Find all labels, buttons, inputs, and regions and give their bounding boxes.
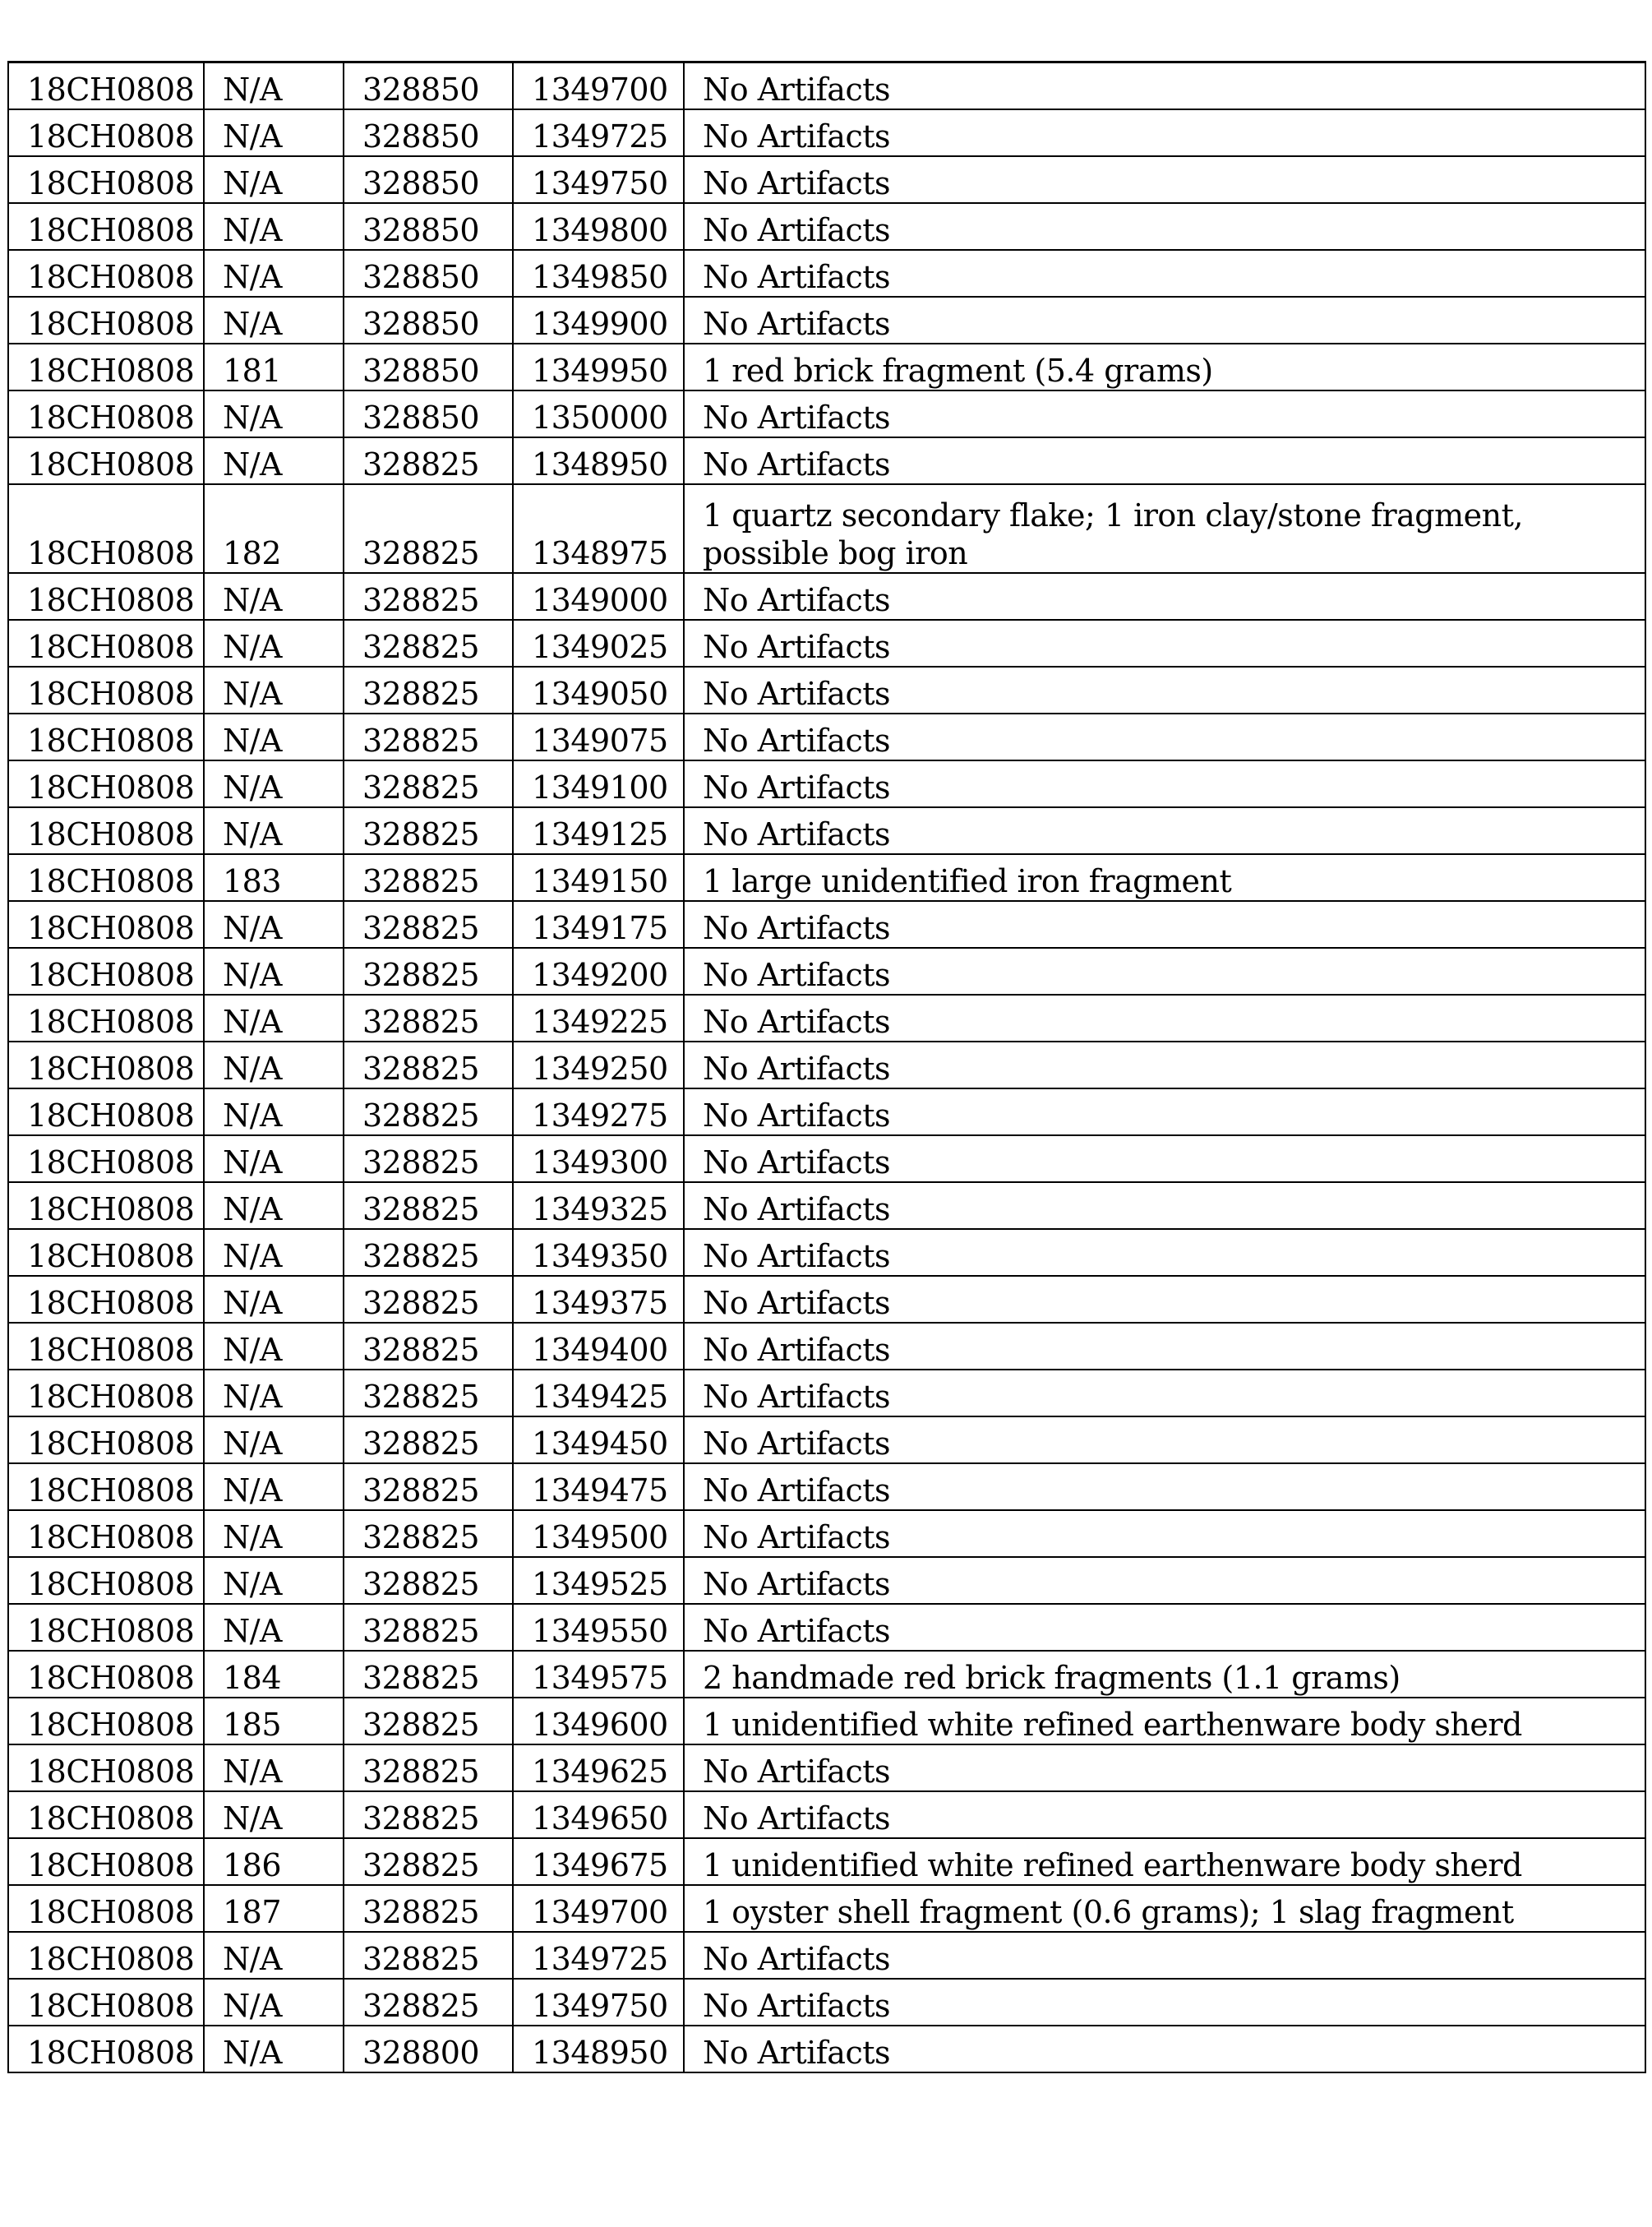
easting-cell: 328825 <box>344 1370 513 1416</box>
table-row <box>8 995 1645 1042</box>
northing-cell: 1349150 <box>513 854 684 901</box>
artifact-description-cell: No Artifacts <box>684 573 1645 620</box>
northing-cell: 1348950 <box>513 2026 684 2072</box>
northing-cell: 1349750 <box>513 1979 684 2026</box>
table-row <box>8 297 1645 344</box>
catalog-number-cell: N/A <box>204 203 344 250</box>
easting-cell: 328850 <box>344 109 513 156</box>
easting-cell: 328850 <box>344 62 513 109</box>
easting-cell: 328850 <box>344 203 513 250</box>
catalog-number-cell: N/A <box>204 1182 344 1229</box>
easting-cell: 328825 <box>344 807 513 854</box>
site-number-cell: 18CH0808 <box>8 1229 204 1276</box>
northing-cell: 1349375 <box>513 1276 684 1323</box>
northing-cell: 1349650 <box>513 1791 684 1838</box>
artifact-description-cell: No Artifacts <box>684 1510 1645 1557</box>
easting-cell: 328825 <box>344 573 513 620</box>
easting-cell: 328825 <box>344 1885 513 1932</box>
easting-cell: 328825 <box>344 714 513 760</box>
site-number-cell: 18CH0808 <box>8 667 204 714</box>
artifact-description-cell: No Artifacts <box>684 667 1645 714</box>
catalog-number-cell: N/A <box>204 1229 344 1276</box>
table-row <box>8 344 1645 390</box>
artifact-description-cell: No Artifacts <box>684 1557 1645 1604</box>
site-number-cell: 18CH0808 <box>8 484 204 573</box>
easting-cell: 328825 <box>344 1463 513 1510</box>
table-row <box>8 2026 1645 2072</box>
artifact-description-cell: No Artifacts <box>684 1323 1645 1370</box>
catalog-number-cell: N/A <box>204 250 344 297</box>
catalog-number-cell: 182 <box>204 484 344 573</box>
site-number-cell: 18CH0808 <box>8 1416 204 1463</box>
table-row <box>8 250 1645 297</box>
easting-cell: 328825 <box>344 1229 513 1276</box>
table-row <box>8 1838 1645 1885</box>
easting-cell: 328825 <box>344 1698 513 1744</box>
site-number-cell: 18CH0808 <box>8 760 204 807</box>
northing-cell: 1348975 <box>513 484 684 573</box>
site-number-cell: 18CH0808 <box>8 1885 204 1932</box>
northing-cell: 1349600 <box>513 1698 684 1744</box>
site-number-cell: 18CH0808 <box>8 1323 204 1370</box>
artifact-description-cell: No Artifacts <box>684 1135 1645 1182</box>
easting-cell: 328850 <box>344 344 513 390</box>
northing-cell: 1349700 <box>513 62 684 109</box>
table-row <box>8 1276 1645 1323</box>
catalog-number-cell: 187 <box>204 1885 344 1932</box>
table-row <box>8 1604 1645 1651</box>
table-row <box>8 1744 1645 1791</box>
easting-cell: 328850 <box>344 250 513 297</box>
easting-cell: 328825 <box>344 1838 513 1885</box>
artifact-description-cell: 1 unidentified white refined earthenware body sherd <box>684 1698 1645 1744</box>
northing-cell: 1349425 <box>513 1370 684 1416</box>
catalog-number-cell: N/A <box>204 667 344 714</box>
site-number-cell: 18CH0808 <box>8 995 204 1042</box>
easting-cell: 328825 <box>344 948 513 995</box>
catalog-number-cell: N/A <box>204 1135 344 1182</box>
easting-cell: 328850 <box>344 390 513 437</box>
artifact-description-cell: No Artifacts <box>684 1416 1645 1463</box>
artifact-description-cell: No Artifacts <box>684 807 1645 854</box>
site-number-cell: 18CH0808 <box>8 250 204 297</box>
northing-cell: 1349550 <box>513 1604 684 1651</box>
northing-cell: 1349700 <box>513 1885 684 1932</box>
catalog-number-cell: N/A <box>204 1323 344 1370</box>
table-row <box>8 484 1645 573</box>
artifact-description-cell: 1 quartz secondary flake; 1 iron clay/stone fragment, possible bog iron <box>684 484 1645 573</box>
artifact-description-cell: 1 unidentified white refined earthenware body sherd <box>684 1838 1645 1885</box>
northing-cell: 1349950 <box>513 344 684 390</box>
artifact-description-cell: No Artifacts <box>684 1604 1645 1651</box>
catalog-number-cell: N/A <box>204 390 344 437</box>
artifact-description-cell: No Artifacts <box>684 995 1645 1042</box>
easting-cell: 328825 <box>344 1135 513 1182</box>
easting-cell: 328850 <box>344 156 513 203</box>
artifact-description-cell: No Artifacts <box>684 437 1645 484</box>
site-number-cell: 18CH0808 <box>8 1838 204 1885</box>
site-number-cell: 18CH0808 <box>8 203 204 250</box>
artifact-description-cell: No Artifacts <box>684 901 1645 948</box>
artifact-description-cell: No Artifacts <box>684 1744 1645 1791</box>
site-number-cell: 18CH0808 <box>8 1042 204 1088</box>
table-row <box>8 573 1645 620</box>
artifact-description-cell: 2 handmade red brick fragments (1.1 grams) <box>684 1651 1645 1698</box>
site-number-cell: 18CH0808 <box>8 1135 204 1182</box>
northing-cell: 1349400 <box>513 1323 684 1370</box>
site-number-cell: 18CH0808 <box>8 344 204 390</box>
artifact-description-cell: No Artifacts <box>684 1932 1645 1979</box>
artifact-description-cell: 1 oyster shell fragment (0.6 grams); 1 slag fragment <box>684 1885 1645 1932</box>
catalog-number-cell: N/A <box>204 995 344 1042</box>
catalog-number-cell: 186 <box>204 1838 344 1885</box>
artifact-description-cell: No Artifacts <box>684 1088 1645 1135</box>
catalog-number-cell: N/A <box>204 62 344 109</box>
northing-cell: 1349675 <box>513 1838 684 1885</box>
artifact-description-cell: No Artifacts <box>684 1276 1645 1323</box>
table-row <box>8 203 1645 250</box>
site-number-cell: 18CH0808 <box>8 1791 204 1838</box>
easting-cell: 328825 <box>344 1932 513 1979</box>
artifact-description-cell: No Artifacts <box>684 203 1645 250</box>
easting-cell: 328800 <box>344 2026 513 2072</box>
catalog-number-cell: N/A <box>204 901 344 948</box>
table-row <box>8 1932 1645 1979</box>
easting-cell: 328825 <box>344 484 513 573</box>
table-row <box>8 109 1645 156</box>
catalog-number-cell: N/A <box>204 1463 344 1510</box>
easting-cell: 328825 <box>344 1651 513 1698</box>
table-row <box>8 1510 1645 1557</box>
catalog-number-cell: N/A <box>204 807 344 854</box>
table-row <box>8 1463 1645 1510</box>
artifact-description-cell: No Artifacts <box>684 2026 1645 2072</box>
northing-cell: 1349900 <box>513 297 684 344</box>
easting-cell: 328850 <box>344 297 513 344</box>
table-row <box>8 1135 1645 1182</box>
easting-cell: 328825 <box>344 1182 513 1229</box>
northing-cell: 1349350 <box>513 1229 684 1276</box>
artifact-description-cell: 1 red brick fragment (5.4 grams) <box>684 344 1645 390</box>
table-row <box>8 1323 1645 1370</box>
artifact-description-cell: No Artifacts <box>684 1042 1645 1088</box>
catalog-number-cell: N/A <box>204 2026 344 2072</box>
table-row <box>8 1698 1645 1744</box>
table-row <box>8 156 1645 203</box>
table-row <box>8 1651 1645 1698</box>
catalog-number-cell: 184 <box>204 1651 344 1698</box>
northing-cell: 1349725 <box>513 109 684 156</box>
catalog-number-cell: 181 <box>204 344 344 390</box>
catalog-number-cell: N/A <box>204 109 344 156</box>
table-row <box>8 667 1645 714</box>
site-number-cell: 18CH0808 <box>8 1510 204 1557</box>
easting-cell: 328825 <box>344 667 513 714</box>
catalog-number-cell: N/A <box>204 1744 344 1791</box>
site-number-cell: 18CH0808 <box>8 297 204 344</box>
artifact-description-cell: No Artifacts <box>684 760 1645 807</box>
site-number-cell: 18CH0808 <box>8 620 204 667</box>
northing-cell: 1349125 <box>513 807 684 854</box>
northing-cell: 1349575 <box>513 1651 684 1698</box>
table-row <box>8 390 1645 437</box>
site-number-cell: 18CH0808 <box>8 156 204 203</box>
site-number-cell: 18CH0808 <box>8 901 204 948</box>
northing-cell: 1349050 <box>513 667 684 714</box>
easting-cell: 328825 <box>344 1276 513 1323</box>
catalog-number-cell: N/A <box>204 1276 344 1323</box>
catalog-number-cell: N/A <box>204 1416 344 1463</box>
catalog-number-cell: N/A <box>204 620 344 667</box>
site-number-cell: 18CH0808 <box>8 62 204 109</box>
artifact-description-cell: No Artifacts <box>684 1182 1645 1229</box>
easting-cell: 328825 <box>344 1510 513 1557</box>
site-number-cell: 18CH0808 <box>8 854 204 901</box>
northing-cell: 1349025 <box>513 620 684 667</box>
catalog-number-cell: N/A <box>204 1604 344 1651</box>
site-number-cell: 18CH0808 <box>8 390 204 437</box>
artifact-description-cell: No Artifacts <box>684 714 1645 760</box>
artifact-description-cell: No Artifacts <box>684 297 1645 344</box>
northing-cell: 1349500 <box>513 1510 684 1557</box>
northing-cell: 1349100 <box>513 760 684 807</box>
artifact-description-cell: 1 large unidentified iron fragment <box>684 854 1645 901</box>
catalog-number-cell: N/A <box>204 1557 344 1604</box>
site-number-cell: 18CH0808 <box>8 1557 204 1604</box>
site-number-cell: 18CH0808 <box>8 2026 204 2072</box>
easting-cell: 328825 <box>344 437 513 484</box>
table-row <box>8 1370 1645 1416</box>
site-number-cell: 18CH0808 <box>8 807 204 854</box>
catalog-number-cell: 185 <box>204 1698 344 1744</box>
artifact-table-body <box>8 62 1645 2072</box>
catalog-number-cell: N/A <box>204 437 344 484</box>
table-row <box>8 1557 1645 1604</box>
catalog-number-cell: N/A <box>204 1791 344 1838</box>
easting-cell: 328825 <box>344 760 513 807</box>
artifact-description-cell: No Artifacts <box>684 948 1645 995</box>
northing-cell: 1349300 <box>513 1135 684 1182</box>
table-row <box>8 854 1645 901</box>
site-number-cell: 18CH0808 <box>8 437 204 484</box>
site-number-cell: 18CH0808 <box>8 1604 204 1651</box>
easting-cell: 328825 <box>344 901 513 948</box>
catalog-number-cell: N/A <box>204 1370 344 1416</box>
catalog-number-cell: N/A <box>204 1510 344 1557</box>
site-number-cell: 18CH0808 <box>8 1979 204 2026</box>
table-row <box>8 714 1645 760</box>
site-number-cell: 18CH0808 <box>8 573 204 620</box>
site-number-cell: 18CH0808 <box>8 1744 204 1791</box>
easting-cell: 328825 <box>344 1744 513 1791</box>
easting-cell: 328825 <box>344 1604 513 1651</box>
easting-cell: 328825 <box>344 854 513 901</box>
table-row <box>8 1416 1645 1463</box>
catalog-number-cell: N/A <box>204 573 344 620</box>
easting-cell: 328825 <box>344 1042 513 1088</box>
artifact-description-cell: No Artifacts <box>684 1979 1645 2026</box>
table-row <box>8 620 1645 667</box>
easting-cell: 328825 <box>344 1979 513 2026</box>
artifact-description-cell: No Artifacts <box>684 109 1645 156</box>
site-number-cell: 18CH0808 <box>8 1370 204 1416</box>
table-row <box>8 948 1645 995</box>
northing-cell: 1348950 <box>513 437 684 484</box>
catalog-number-cell: N/A <box>204 1932 344 1979</box>
northing-cell: 1349450 <box>513 1416 684 1463</box>
northing-cell: 1349525 <box>513 1557 684 1604</box>
northing-cell: 1349475 <box>513 1463 684 1510</box>
site-number-cell: 18CH0808 <box>8 1276 204 1323</box>
northing-cell: 1349225 <box>513 995 684 1042</box>
artifact-description-cell: No Artifacts <box>684 250 1645 297</box>
site-number-cell: 18CH0808 <box>8 714 204 760</box>
catalog-number-cell: N/A <box>204 297 344 344</box>
table-row <box>8 1182 1645 1229</box>
catalog-number-cell: 183 <box>204 854 344 901</box>
northing-cell: 1349625 <box>513 1744 684 1791</box>
northing-cell: 1349275 <box>513 1088 684 1135</box>
northing-cell: 1349250 <box>513 1042 684 1088</box>
easting-cell: 328825 <box>344 1088 513 1135</box>
northing-cell: 1349200 <box>513 948 684 995</box>
site-number-cell: 18CH0808 <box>8 109 204 156</box>
northing-cell: 1349075 <box>513 714 684 760</box>
easting-cell: 328825 <box>344 1416 513 1463</box>
site-number-cell: 18CH0808 <box>8 1182 204 1229</box>
table-row <box>8 1885 1645 1932</box>
easting-cell: 328825 <box>344 620 513 667</box>
table-row <box>8 807 1645 854</box>
catalog-number-cell: N/A <box>204 1042 344 1088</box>
artifact-table <box>7 61 1646 2073</box>
artifact-description-cell: No Artifacts <box>684 1229 1645 1276</box>
northing-cell: 1349750 <box>513 156 684 203</box>
northing-cell: 1349000 <box>513 573 684 620</box>
catalog-number-cell: N/A <box>204 156 344 203</box>
easting-cell: 328825 <box>344 1791 513 1838</box>
artifact-description-cell: No Artifacts <box>684 156 1645 203</box>
artifact-description-cell: No Artifacts <box>684 620 1645 667</box>
site-number-cell: 18CH0808 <box>8 1651 204 1698</box>
northing-cell: 1350000 <box>513 390 684 437</box>
northing-cell: 1349850 <box>513 250 684 297</box>
table-row <box>8 1979 1645 2026</box>
artifact-description-cell: No Artifacts <box>684 1463 1645 1510</box>
easting-cell: 328825 <box>344 995 513 1042</box>
table-row <box>8 1229 1645 1276</box>
table-row <box>8 1042 1645 1088</box>
northing-cell: 1349725 <box>513 1932 684 1979</box>
artifact-description-cell: No Artifacts <box>684 62 1645 109</box>
artifact-description-cell: No Artifacts <box>684 1791 1645 1838</box>
table-row <box>8 901 1645 948</box>
table-row <box>8 1791 1645 1838</box>
site-number-cell: 18CH0808 <box>8 1932 204 1979</box>
site-number-cell: 18CH0808 <box>8 1698 204 1744</box>
table-row <box>8 437 1645 484</box>
site-number-cell: 18CH0808 <box>8 948 204 995</box>
table-row <box>8 760 1645 807</box>
catalog-number-cell: N/A <box>204 1979 344 2026</box>
catalog-number-cell: N/A <box>204 714 344 760</box>
catalog-number-cell: N/A <box>204 948 344 995</box>
easting-cell: 328825 <box>344 1323 513 1370</box>
site-number-cell: 18CH0808 <box>8 1463 204 1510</box>
site-number-cell: 18CH0808 <box>8 1088 204 1135</box>
easting-cell: 328825 <box>344 1557 513 1604</box>
northing-cell: 1349325 <box>513 1182 684 1229</box>
artifact-description-cell: No Artifacts <box>684 1370 1645 1416</box>
table-row <box>8 62 1645 109</box>
northing-cell: 1349800 <box>513 203 684 250</box>
table-row <box>8 1088 1645 1135</box>
northing-cell: 1349175 <box>513 901 684 948</box>
artifact-description-cell: No Artifacts <box>684 390 1645 437</box>
catalog-number-cell: N/A <box>204 760 344 807</box>
catalog-number-cell: N/A <box>204 1088 344 1135</box>
